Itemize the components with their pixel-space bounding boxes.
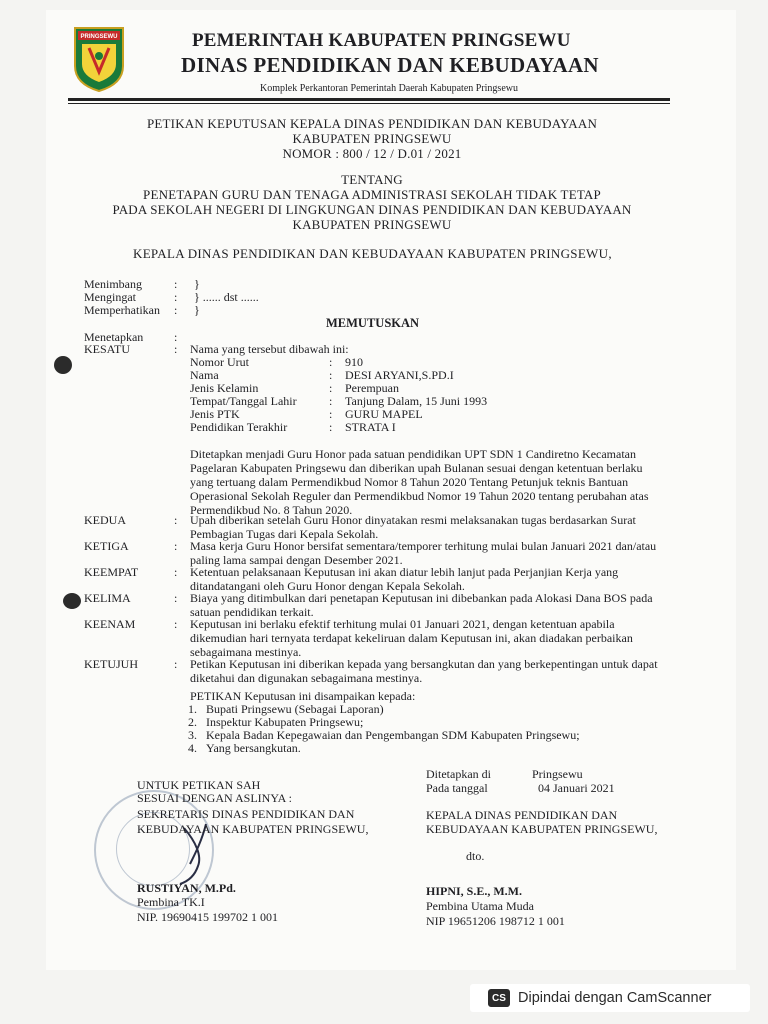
- article-text-keenam: [190, 617, 633, 659]
- article-label-ketiga: KETIGA: [84, 539, 129, 553]
- head-rank: Pembina Utama Muda: [426, 899, 534, 913]
- head-nip: NIP 19651206 198712 1 001: [426, 914, 565, 928]
- paragraph-line: yang tertuang dalam Permendikbud Nomor 8 Tahun 2020 Tentang Petunjuk teknis Bantuan: [190, 475, 629, 489]
- subject-label: TENTANG: [341, 172, 403, 187]
- date-label: Pada tanggal: [426, 781, 488, 795]
- menetapkan-sep: :: [174, 330, 178, 344]
- field-value: 910: [345, 355, 363, 369]
- consideration-sep: :: [174, 290, 178, 304]
- article-label-keenam: KEENAM: [84, 617, 136, 631]
- article-line: dikemudian hari ternyata terdapat kekeliruan dalam Keputusan ini, akan diadakan perbaikan: [190, 631, 633, 645]
- field-value: Perempuan: [345, 381, 399, 395]
- field-sep: :: [329, 355, 333, 369]
- article-line: sebagaimana mestinya.: [190, 645, 302, 659]
- menetapkan-label: Menetapkan: [84, 330, 144, 344]
- field-value: DESI ARYANI,S.PD.I: [345, 368, 454, 382]
- field-sep: :: [329, 394, 333, 408]
- decree-title: [66, 116, 678, 161]
- logo-text: PRINGSEWU: [80, 34, 118, 40]
- decree-title-line2: KABUPATEN PRINGSEWU: [292, 131, 452, 146]
- article-label-kelima: KELIMA: [84, 591, 131, 605]
- head-name: HIPNI, S.E., M.M.: [426, 884, 522, 898]
- header-government: PEMERINTAH KABUPATEN PRINGSEWU: [192, 30, 571, 51]
- secretary-name: RUSTIYAN, M.Pd.: [137, 881, 236, 895]
- article-text-keempat: [190, 565, 618, 593]
- article-line: satuan pendidikan terkait.: [190, 605, 314, 619]
- distribution-item: Bupati Pringsewu (Sebagai Laporan): [206, 702, 384, 716]
- paragraph-line: Permendikbud No. 8 Tahun 2020.: [190, 503, 353, 517]
- cs-icon: CS: [488, 989, 510, 1007]
- article-sep: :: [174, 657, 178, 671]
- certification-line2: SESUAI DENGAN ASLINYA :: [137, 791, 293, 805]
- paragraph-line: Ditetapkan menjadi Guru Honor pada satuan pendidikan UPT SDN 1 Candiretno Kecamatan: [190, 447, 636, 461]
- article-line: diketahui dan digunakan sebagaimana mestinya.: [190, 671, 423, 685]
- consideration-label: Menimbang: [84, 277, 142, 291]
- field-label: Tempat/Tanggal Lahir: [190, 394, 297, 408]
- consideration-sep: :: [174, 303, 178, 317]
- article-label-kesatu: KESATU: [84, 342, 131, 356]
- field-sep: :: [329, 381, 333, 395]
- field-label: Pendidikan Terakhir: [190, 420, 288, 434]
- article-text-ketujuh: [190, 657, 658, 685]
- field-sep: :: [329, 368, 333, 382]
- certification-line1: UNTUK PETIKAN SAH: [137, 778, 261, 792]
- header-department: DINAS PENDIDIKAN DAN KEBUDAYAAN: [181, 53, 599, 77]
- field-label: Jenis Kelamin: [190, 381, 259, 395]
- pringsewu-logo: [72, 26, 126, 92]
- distribution-num: 1.: [188, 702, 197, 716]
- article-text-ketiga: [190, 539, 656, 567]
- distribution-item: Kepala Badan Kepegawaian dan Pengembangan SDM Kabupaten Pringsewu;: [206, 728, 580, 742]
- secretary-rank: Pembina TK.I: [137, 895, 205, 909]
- date-value: 04 Januari 2021: [538, 781, 615, 795]
- header-rule-thin: [68, 103, 670, 104]
- issuing-official: KEPALA DINAS PENDIDIKAN DAN KEBUDAYAAN KABUPATEN PRINGSEWU,: [133, 246, 612, 261]
- field-value: GURU MAPEL: [345, 407, 423, 421]
- paragraph-line: Operasional Sekolah Reguler dan Permendikbud Nomor 19 Tahun 2020 tentang perubahan atas: [190, 489, 649, 503]
- article-label-keempat: KEEMPAT: [84, 565, 139, 579]
- secretary-title1: SEKRETARIS DINAS PENDIDIKAN DAN: [137, 807, 355, 821]
- article-sep: :: [174, 617, 178, 631]
- article-line: ditandatangani oleh Guru Honor dengan Kepala Sekolah.: [190, 579, 465, 593]
- article-sep: :: [174, 513, 178, 527]
- field-label: Jenis PTK: [190, 407, 240, 421]
- memutuskan-heading: MEMUTUSKAN: [326, 316, 420, 330]
- place-label: Ditetapkan di: [426, 767, 491, 781]
- article-line: paling lama sampai dengan Desember 2021.: [190, 553, 403, 567]
- article-line: Ketentuan pelaksanaan Keputusan ini akan diatur lebih lanjut pada Perjanjian Kerja yang: [190, 565, 619, 579]
- distribution-item: Yang bersangkutan.: [206, 741, 301, 755]
- consideration-value: }: [194, 303, 200, 317]
- decree-number: NOMOR : 800 / 12 / D.01 / 2021: [282, 146, 462, 161]
- article-sep: :: [174, 565, 178, 579]
- consideration-sep: :: [174, 277, 178, 291]
- header-rule-thick: [68, 98, 670, 101]
- dto-mark: dto.: [466, 849, 485, 863]
- field-label: Nama: [190, 368, 219, 382]
- article-line: Masa kerja Guru Honor bersifat sementara/temporer terhitung mulai bulan Januari 2021 dan/atau: [190, 539, 657, 553]
- subject-line1: PENETAPAN GURU DAN TENAGA ADMINISTRASI SEKOLAH TIDAK TETAP: [143, 187, 601, 202]
- watermark-text: Dipindai dengan CamScanner: [518, 990, 712, 1006]
- article-line: Biaya yang ditimbulkan dari penetapan Keputusan ini dibebankan pada Alokasi Dana BOS pada: [190, 591, 653, 605]
- subject-line3: KABUPATEN PRINGSEWU: [292, 217, 452, 232]
- article-text-kelima: [190, 591, 653, 619]
- head-title1: KEPALA DINAS PENDIDIKAN DAN: [426, 808, 618, 822]
- field-value: Tanjung Dalam, 15 Juni 1993: [345, 394, 488, 408]
- article-line: Petikan Keputusan ini diberikan kepada yang bersangkutan dan yang berkepentingan untuk dapat: [190, 657, 658, 671]
- article-sep: :: [174, 539, 178, 553]
- field-sep: :: [329, 407, 333, 421]
- camscanner-watermark: [470, 984, 750, 1012]
- consideration-value: } ...... dst ......: [194, 290, 259, 304]
- field-value: STRATA I: [345, 420, 396, 434]
- article-line: Upah diberikan setelah Guru Honor dinyatakan resmi melaksanakan tugas berdasarkan Surat: [190, 513, 636, 527]
- distribution-item: Inspektur Kabupaten Pringsewu;: [206, 715, 364, 729]
- consideration-label: Memperhatikan: [84, 303, 160, 317]
- field-sep: :: [329, 420, 333, 434]
- kesatu-intro: Nama yang tersebut dibawah ini:: [190, 342, 349, 356]
- decree-subject: [66, 172, 678, 232]
- article-line: Keputusan ini berlaku efektif terhitung mulai 01 Januari 2021, dengan ketentuan apabila: [190, 617, 615, 631]
- article-line: Pembagian Tugas dari Kepala Sekolah.: [190, 527, 379, 541]
- article-label-ketujuh: KETUJUH: [84, 657, 138, 671]
- field-label: Nomor Urut: [190, 355, 249, 369]
- distribution-num: 2.: [188, 715, 197, 729]
- place-value: Pringsewu: [532, 767, 583, 781]
- paragraph-line: Pagelaran Kabupaten Pringsewu dan diberikan upah Bulanan sesuai dengan ketentuan berlaku: [190, 461, 643, 475]
- article-sep: :: [174, 591, 178, 605]
- distribution-intro: PETIKAN Keputusan ini disampaikan kepada:: [190, 689, 416, 703]
- head-title2: KEBUDAYAAN KABUPATEN PRINGSEWU,: [426, 822, 658, 836]
- article-label-kedua: KEDUA: [84, 513, 126, 527]
- article-sep: :: [174, 342, 178, 356]
- kesatu-paragraph: [190, 447, 672, 517]
- subject-line2: PADA SEKOLAH NEGERI DI LINGKUNGAN DINAS PENDIDIKAN DAN KEBUDAYAAN: [112, 202, 632, 217]
- decree-title-line1: PETIKAN KEPUTUSAN KEPALA DINAS PENDIDIKAN DAN KEBUDAYAAN: [146, 116, 598, 131]
- consideration-value: }: [194, 277, 200, 291]
- consideration-label: Mengingat: [84, 290, 136, 304]
- header-address: Komplek Perkantoran Pemerintah Daerah Kabupaten Pringsewu: [260, 83, 518, 94]
- secretary-nip: NIP. 19690415 199702 1 001: [137, 910, 279, 924]
- punch-hole-top: [54, 356, 72, 374]
- distribution-num: 4.: [188, 741, 197, 755]
- secretary-title2: KEBUDAYAAN KABUPATEN PRINGSEWU,: [137, 822, 369, 836]
- article-text-kedua: [190, 513, 636, 541]
- distribution-num: 3.: [188, 728, 197, 742]
- punch-hole-bottom: [63, 593, 81, 609]
